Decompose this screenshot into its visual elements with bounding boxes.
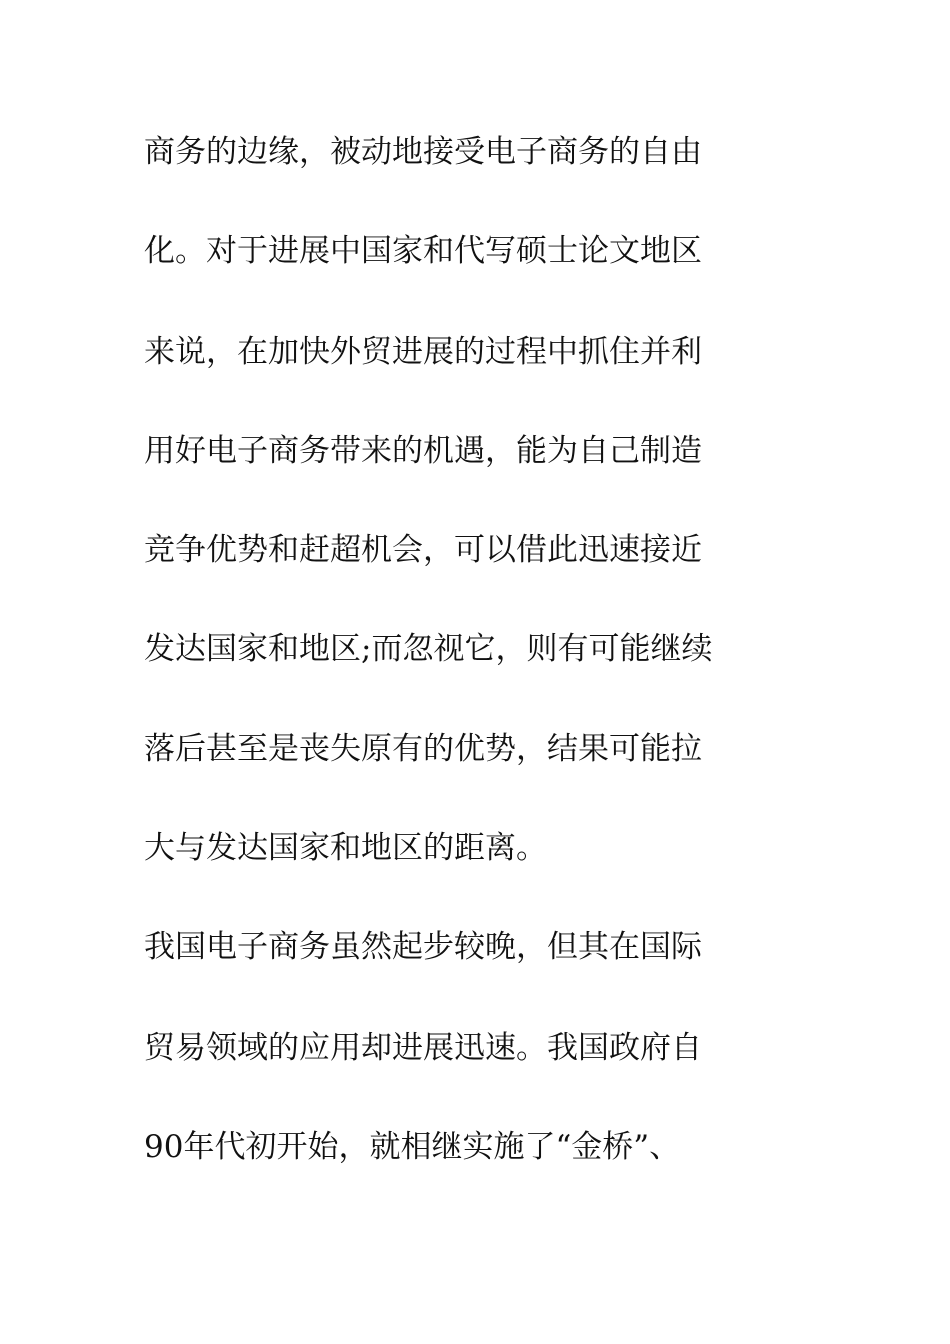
paragraph-first-line: 我国电子商务虽然起步较晚，但其在国际: [144, 929, 702, 965]
text-line: 竞争优势和赶超机会，可以借此迅速接近: [144, 532, 702, 568]
text-line: 来说，在加快外贸进展的过程中抓住并利: [144, 334, 702, 370]
text-line: 90年代初开始，就相继实施了“金桥”、: [144, 1129, 681, 1165]
text-line: 商务的边缘，被动地接受电子商务的自由: [144, 134, 702, 170]
text-line: 落后甚至是丧失原有的优势，结果可能拉: [144, 731, 702, 767]
text-line: 用好电子商务带来的机遇，能为自己制造: [144, 433, 702, 469]
text-line: 化。对于进展中国家和代写硕士论文地区: [144, 233, 702, 269]
text-line: 贸易领域的应用却进展迅速。我国政府自: [144, 1030, 702, 1066]
text-line: 大与发达国家和地区的距离。: [144, 830, 547, 866]
text-line: 发达国家和地区;而忽视它，则有可能继续: [144, 631, 713, 667]
